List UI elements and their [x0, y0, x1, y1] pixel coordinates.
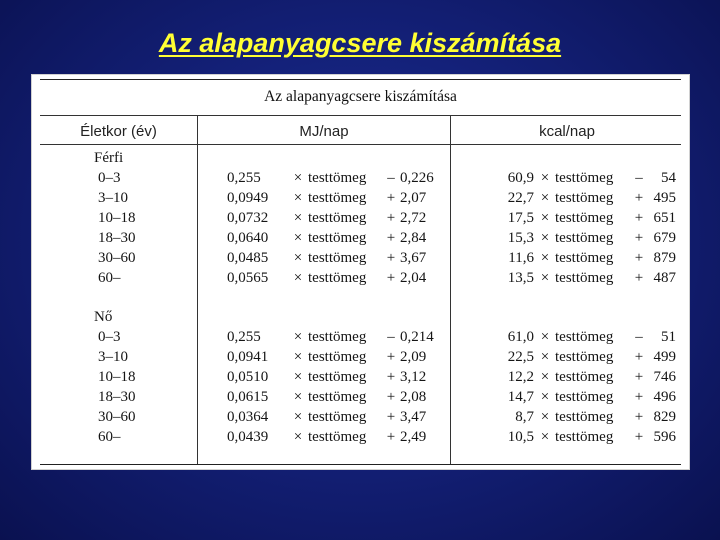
kcal-sign: + [634, 369, 644, 385]
mj-constant: 2,84 [400, 230, 427, 246]
kcal-multiplier-word: testtömeg [555, 250, 614, 266]
table-row [32, 248, 689, 268]
kcal-coefficient: 11,6 [508, 250, 534, 266]
mj-constant: 3,47 [400, 409, 427, 425]
row-age: 3–10 [98, 349, 128, 365]
mj-sign: + [386, 250, 396, 266]
mj-times-symbol: × [293, 210, 303, 226]
mj-sign: + [386, 429, 396, 445]
scanned-table [31, 74, 690, 470]
mj-multiplier-word: testtömeg [308, 369, 367, 385]
table-row [32, 327, 689, 347]
kcal-coefficient: 22,5 [507, 349, 534, 365]
mj-coefficient: 0,0949 [227, 190, 269, 206]
table-row [32, 208, 689, 228]
table-title: Az alapanyagcsere kiszámítása [264, 88, 457, 105]
mj-constant: 0,226 [400, 170, 434, 186]
table-row [32, 188, 689, 208]
kcal-coefficient: 22,7 [507, 190, 534, 206]
kcal-times-symbol: × [540, 250, 550, 266]
mj-constant: 2,09 [400, 349, 427, 365]
kcal-multiplier-word: testtömeg [555, 389, 614, 405]
kcal-multiplier-word: testtömeg [555, 270, 614, 286]
mj-times-symbol: × [293, 250, 303, 266]
kcal-constant: 879 [653, 250, 676, 266]
row-age: 18–30 [98, 389, 136, 405]
table-row [32, 268, 689, 288]
row-age: 10–18 [98, 210, 136, 226]
kcal-times-symbol: × [540, 429, 550, 445]
mj-times-symbol: × [293, 230, 303, 246]
mj-coefficient: 0,0640 [227, 230, 269, 246]
kcal-sign: + [634, 190, 644, 206]
mj-constant: 2,49 [400, 429, 427, 445]
slide-title: Az alapanyagcsere kiszámítása [158, 28, 562, 58]
table-row [32, 367, 689, 387]
kcal-multiplier-word: testtömeg [555, 349, 614, 365]
group-label: Nő [94, 309, 113, 325]
mj-times-symbol: × [293, 409, 303, 425]
kcal-times-symbol: × [540, 230, 550, 246]
kcal-multiplier-word: testtömeg [555, 329, 614, 345]
kcal-times-symbol: × [540, 210, 550, 226]
kcal-times-symbol: × [540, 349, 550, 365]
kcal-constant: 51 [661, 329, 676, 345]
mj-constant: 2,04 [400, 270, 427, 286]
table-row [32, 228, 689, 248]
kcal-coefficient: 15,3 [507, 230, 534, 246]
mj-constant: 3,12 [400, 369, 427, 385]
mj-coefficient: 0,0941 [227, 349, 269, 365]
kcal-multiplier-word: testtömeg [555, 369, 614, 385]
kcal-times-symbol: × [540, 270, 550, 286]
row-age: 60– [98, 429, 121, 445]
mj-times-symbol: × [293, 190, 303, 206]
mj-times-symbol: × [293, 170, 303, 186]
kcal-sign: + [634, 250, 644, 266]
mj-constant: 2,72 [400, 210, 427, 226]
kcal-multiplier-word: testtömeg [555, 429, 614, 445]
row-age: 10–18 [98, 369, 136, 385]
kcal-constant: 679 [653, 230, 676, 246]
kcal-coefficient: 17,5 [507, 210, 534, 226]
table-top-rule [40, 79, 681, 80]
mj-multiplier-word: testtömeg [308, 270, 367, 286]
kcal-constant: 499 [653, 349, 676, 365]
kcal-multiplier-word: testtömeg [555, 210, 614, 226]
row-age: 30–60 [98, 250, 136, 266]
kcal-sign: + [634, 349, 644, 365]
mj-multiplier-word: testtömeg [308, 429, 367, 445]
mj-constant: 2,08 [400, 389, 427, 405]
table-row [32, 168, 689, 188]
mj-sign: + [386, 369, 396, 385]
mj-multiplier-word: testtömeg [308, 349, 367, 365]
mj-coefficient: 0,255 [227, 170, 261, 186]
mj-constant: 3,67 [400, 250, 427, 266]
kcal-coefficient: 10,5 [507, 429, 534, 445]
kcal-coefficient: 60,9 [507, 170, 534, 186]
row-age: 30–60 [98, 409, 136, 425]
mj-times-symbol: × [293, 389, 303, 405]
mj-sign: + [386, 230, 396, 246]
mj-multiplier-word: testtömeg [308, 389, 367, 405]
mj-multiplier-word: testtömeg [308, 409, 367, 425]
kcal-coefficient: 13,5 [507, 270, 534, 286]
kcal-coefficient: 14,7 [507, 389, 534, 405]
table-row [32, 407, 689, 427]
mj-constant: 2,07 [400, 190, 427, 206]
row-age: 0–3 [98, 170, 121, 186]
kcal-coefficient: 8,7 [515, 409, 534, 425]
kcal-sign: + [634, 409, 644, 425]
mj-times-symbol: × [293, 329, 303, 345]
kcal-constant: 746 [653, 369, 676, 385]
mj-coefficient: 0,0565 [227, 270, 269, 286]
kcal-sign: – [635, 329, 643, 345]
table-row [32, 347, 689, 367]
header-kcal: kcal/nap [539, 123, 595, 140]
table-row [32, 387, 689, 407]
kcal-times-symbol: × [540, 329, 550, 345]
kcal-coefficient: 12,2 [507, 369, 534, 385]
header-top-rule [40, 115, 681, 116]
mj-sign: + [386, 389, 396, 405]
mj-times-symbol: × [293, 429, 303, 445]
row-age: 0–3 [98, 329, 121, 345]
table-row [32, 427, 689, 447]
mj-coefficient: 0,0732 [227, 210, 269, 226]
mj-multiplier-word: testtömeg [308, 190, 367, 206]
kcal-times-symbol: × [540, 170, 550, 186]
mj-sign: + [386, 270, 396, 286]
mj-sign: + [386, 190, 396, 206]
mj-times-symbol: × [293, 349, 303, 365]
group-label: Férfi [94, 150, 124, 166]
kcal-multiplier-word: testtömeg [555, 230, 614, 246]
kcal-sign: + [634, 389, 644, 405]
row-age: 3–10 [98, 190, 128, 206]
table-bottom-rule [40, 464, 681, 465]
header-mj: MJ/nap [299, 123, 349, 140]
kcal-coefficient: 61,0 [507, 329, 534, 345]
mj-sign: + [386, 409, 396, 425]
mj-constant: 0,214 [400, 329, 434, 345]
mj-coefficient: 0,0510 [227, 369, 269, 385]
kcal-multiplier-word: testtömeg [555, 409, 614, 425]
mj-coefficient: 0,255 [227, 329, 261, 345]
row-age: 60– [98, 270, 121, 286]
kcal-times-symbol: × [540, 369, 550, 385]
mj-sign: – [387, 329, 395, 345]
mj-times-symbol: × [293, 369, 303, 385]
mj-multiplier-word: testtömeg [308, 250, 367, 266]
header-age: Életkor (év) [80, 123, 157, 140]
kcal-constant: 651 [653, 210, 676, 226]
kcal-constant: 495 [653, 190, 676, 206]
kcal-constant: 54 [661, 170, 676, 186]
kcal-constant: 596 [653, 429, 676, 445]
kcal-multiplier-word: testtömeg [555, 190, 614, 206]
mj-sign: – [387, 170, 395, 186]
kcal-sign: + [634, 210, 644, 226]
mj-coefficient: 0,0485 [227, 250, 269, 266]
mj-coefficient: 0,0364 [227, 409, 269, 425]
mj-times-symbol: × [293, 270, 303, 286]
mj-sign: + [386, 349, 396, 365]
kcal-constant: 487 [653, 270, 676, 286]
kcal-constant: 829 [653, 409, 676, 425]
kcal-sign: + [634, 230, 644, 246]
kcal-times-symbol: × [540, 389, 550, 405]
kcal-sign: + [634, 270, 644, 286]
kcal-sign: – [635, 170, 643, 186]
mj-coefficient: 0,0439 [227, 429, 269, 445]
mj-sign: + [386, 210, 396, 226]
kcal-times-symbol: × [540, 409, 550, 425]
mj-multiplier-word: testtömeg [308, 170, 367, 186]
kcal-times-symbol: × [540, 190, 550, 206]
kcal-sign: + [634, 429, 644, 445]
mj-multiplier-word: testtömeg [308, 329, 367, 345]
kcal-constant: 496 [653, 389, 676, 405]
mj-multiplier-word: testtömeg [308, 210, 367, 226]
mj-coefficient: 0,0615 [227, 389, 269, 405]
row-age: 18–30 [98, 230, 136, 246]
mj-multiplier-word: testtömeg [308, 230, 367, 246]
header-bottom-rule [40, 144, 681, 145]
kcal-multiplier-word: testtömeg [555, 170, 614, 186]
